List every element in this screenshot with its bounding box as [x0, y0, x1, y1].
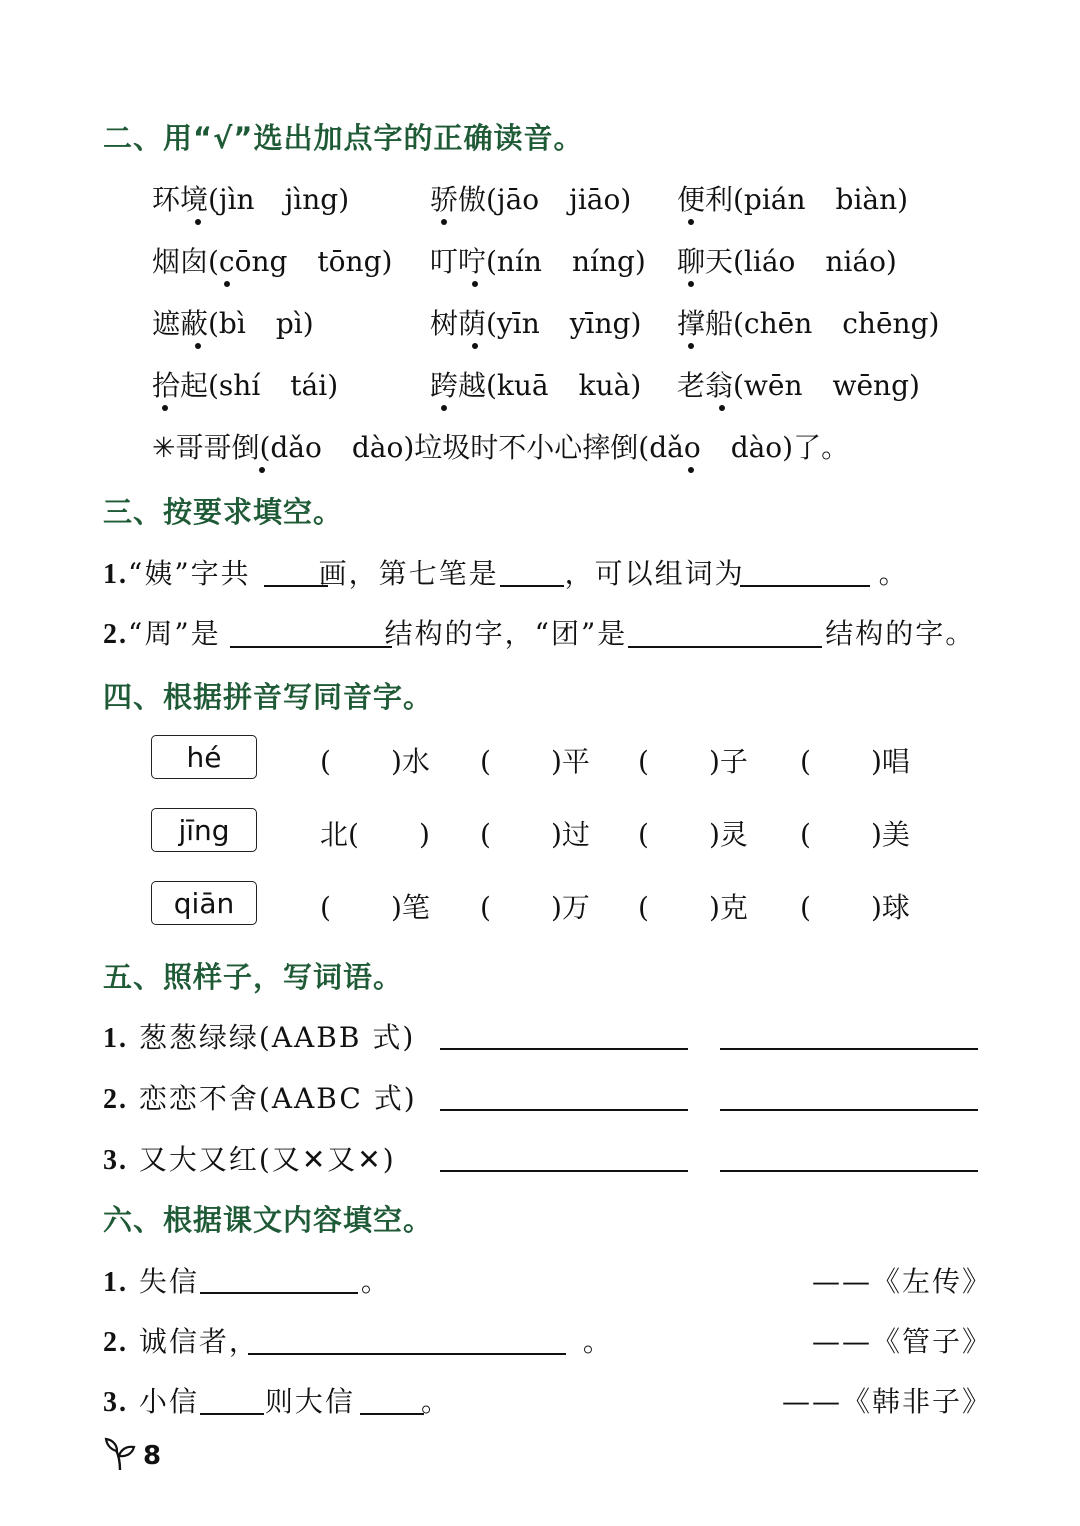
answer-line[interactable] [440, 1170, 688, 1172]
emphasis-dot [195, 343, 201, 349]
emphasis-dot [195, 219, 201, 225]
blank-line[interactable] [360, 1413, 424, 1415]
homophone-item: ( )笔 [320, 891, 430, 924]
emphasis-dot [719, 405, 725, 411]
pinyin-box: jīng [151, 808, 257, 852]
homophone-item: ( )平 [480, 745, 590, 778]
pinyin-star-sentence: ✳哥哥倒(dǎo dào)垃圾时不小心摔倒(dǎo dào)了。 [152, 431, 850, 464]
pinyin-item-4-1: 拾起(shí tái) [152, 369, 339, 402]
quote-source-3: ——《韩非子》 [782, 1385, 993, 1418]
homophone-item: ( )万 [480, 891, 590, 924]
homophone-item: ( )唱 [800, 745, 910, 778]
quote-item-3: 3. 小信 则大信 。 [103, 1385, 451, 1418]
pinyin-item-3-3: 撑船(chēn chēng) [677, 307, 940, 340]
emphasis-dot [688, 343, 694, 349]
homophone-item: ( )子 [638, 745, 748, 778]
pinyin-box: qiān [151, 881, 257, 925]
answer-line[interactable] [720, 1048, 978, 1050]
homophone-item: ( )过 [480, 818, 590, 851]
fill-q1: 1.“姨”字共 画，第七笔是 ，可以组词为 。 [103, 557, 909, 590]
answer-line[interactable] [440, 1048, 688, 1050]
pinyin-item-1-1: 环境(jìn jìng) [152, 183, 350, 216]
homophone-item: 北( ) [320, 818, 430, 851]
answer-line[interactable] [720, 1109, 978, 1111]
fill-q2: 2.“周”是 结构的字，“团”是 结构的字。 [103, 617, 976, 650]
emphasis-dot [688, 281, 694, 287]
blank-line[interactable] [200, 1292, 358, 1294]
answer-line[interactable] [720, 1170, 978, 1172]
pinyin-item-4-3: 老翁(wēn wēng) [677, 369, 920, 402]
word-item-3: 3. 又大又红(又✕又✕) [103, 1143, 396, 1176]
emphasis-dot [472, 281, 478, 287]
blank-line[interactable] [500, 585, 564, 587]
word-item-2: 2. 恋恋不舍(AABC 式) [103, 1082, 417, 1115]
emphasis-dot [441, 405, 447, 411]
quote-item-2: 2. 诚信者， 。 [103, 1325, 613, 1358]
emphasis-dot [441, 219, 447, 225]
emphasis-dot [688, 467, 694, 473]
section-3-title: 三、按要求填空。 [103, 495, 344, 529]
word-item-1: 1. 葱葱绿绿(AABB 式) [103, 1021, 416, 1054]
answer-line[interactable] [440, 1109, 688, 1111]
blank-line[interactable] [740, 585, 870, 587]
sprout-icon [104, 1436, 136, 1472]
quote-source-1: ——《左传》 [812, 1265, 993, 1298]
quote-source-2: ——《管子》 [812, 1325, 993, 1358]
pinyin-item-2-3: 聊天(liáo niáo) [677, 245, 897, 278]
pinyin-box: hé [151, 735, 257, 779]
page-number: 8 [143, 1441, 162, 1471]
homophone-item: ( )水 [320, 745, 430, 778]
emphasis-dot [259, 467, 265, 473]
pinyin-item-3-1: 遮蔽(bì pì) [152, 307, 314, 340]
pinyin-item-1-3: 便利(pián biàn) [677, 183, 909, 216]
emphasis-dot [224, 281, 230, 287]
blank-line[interactable] [248, 1353, 566, 1355]
section-2-title: 二、用“√”选出加点字的正确读音。 [103, 121, 584, 155]
pinyin-item-2-2: 叮咛(nín níng) [430, 245, 646, 278]
quote-item-1: 1. 失信 。 [103, 1265, 391, 1298]
blank-line[interactable] [200, 1413, 264, 1415]
blank-line[interactable] [264, 585, 328, 587]
homophone-item: ( )美 [800, 818, 910, 851]
pinyin-item-3-2: 树荫(yīn yīng) [430, 307, 642, 340]
blank-line[interactable] [628, 646, 822, 648]
blank-line[interactable] [230, 646, 392, 648]
pinyin-item-4-2: 跨越(kuā kuà) [430, 369, 642, 402]
section-4-title: 四、根据拼音写同音字。 [103, 680, 434, 714]
section-6-title: 六、根据课文内容填空。 [103, 1203, 434, 1237]
emphasis-dot [688, 219, 694, 225]
homophone-item: ( )球 [800, 891, 910, 924]
pinyin-item-1-2: 骄傲(jāo jiāo) [430, 183, 632, 216]
emphasis-dot [162, 405, 168, 411]
homophone-item: ( )克 [638, 891, 748, 924]
emphasis-dot [472, 343, 478, 349]
homophone-item: ( )灵 [638, 818, 748, 851]
pinyin-item-2-1: 烟囱(cōng tōng) [152, 245, 393, 278]
section-5-title: 五、照样子，写词语。 [103, 960, 404, 994]
